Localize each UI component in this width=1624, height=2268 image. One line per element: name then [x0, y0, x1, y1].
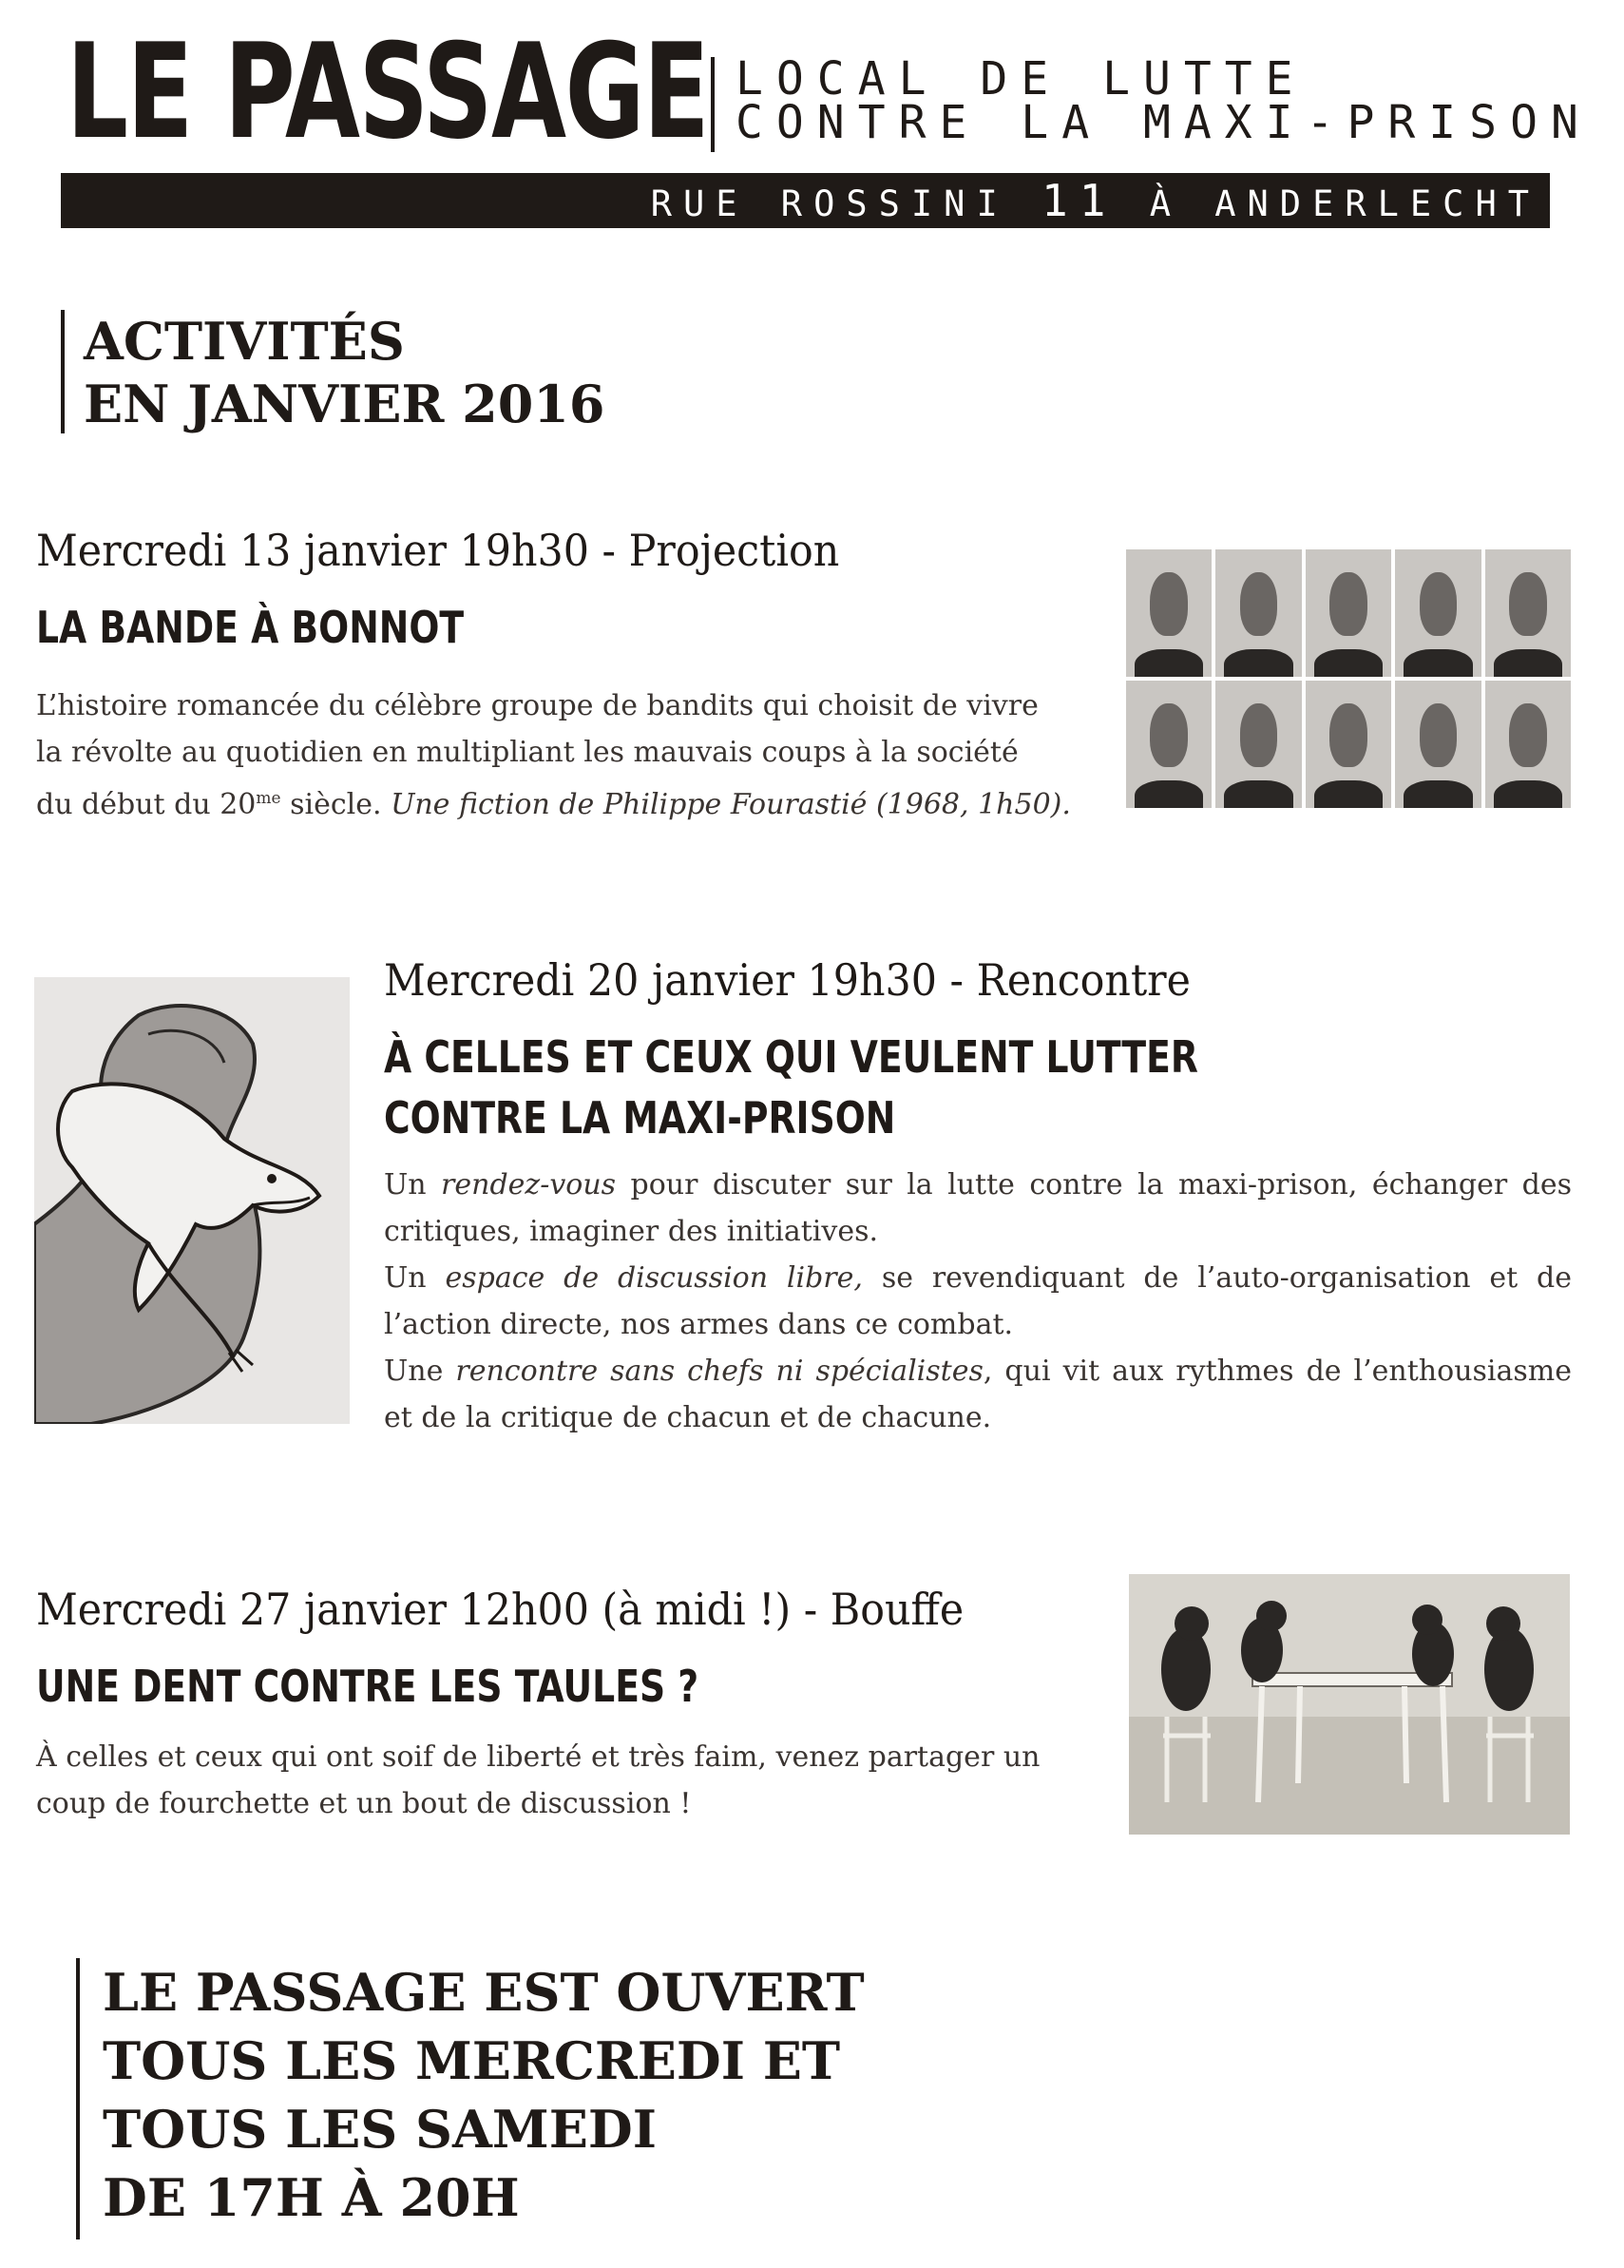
- mugshot: [1126, 681, 1212, 808]
- address-bar: [61, 173, 1550, 228]
- mugshot: [1215, 549, 1301, 677]
- event-2-p3-rest: , qui vit aux rythmes de l’enthousiasme et de la critique de chacun et de chacune.: [384, 1355, 1572, 1434]
- mugshot: [1395, 681, 1481, 808]
- mugshot: [1485, 549, 1571, 677]
- event-3-date: Mercredi 27 janvier 12h00 (à midi !) - Bouffe: [36, 1584, 965, 1635]
- opening-line-3: TOUS LES SAMEDI: [103, 2099, 657, 2160]
- activities-heading-line-1: ACTIVITÉS: [84, 311, 405, 372]
- address-number: 11: [1041, 175, 1118, 226]
- chimps-table-photo: [1129, 1574, 1570, 1835]
- opening-line-2: TOUS LES MERCREDI ET: [103, 2030, 841, 2091]
- event-1-line-2: la révolte au quotidien en multipliant les mauvais coups à la société: [36, 736, 1019, 769]
- tagline: [711, 52, 1592, 152]
- event-2-p1-emphasis: rendez-vous: [441, 1168, 617, 1201]
- event-1-title: LA BANDE À BONNOT: [36, 602, 465, 653]
- address-street: RUE ROSSINI: [650, 183, 1009, 224]
- event-2-paragraph-3: [384, 1348, 1572, 1441]
- event-2-paragraph-1: [384, 1162, 1572, 1255]
- event-2-p2-rest: se revendiquant de l’auto-organisation et de l’action directe, nos armes dans ce combat.: [384, 1261, 1573, 1341]
- mugshot: [1306, 549, 1391, 677]
- address-city: À ANDERLECHT: [1149, 183, 1540, 224]
- event-1-line-1: L’histoire romancée du célèbre groupe de bandits qui choisit de vivre: [36, 689, 1039, 722]
- opening-line-1: LE PASSAGE EST OUVERT: [103, 1962, 865, 2023]
- tagline-line-1: LOCAL DE LUTTE: [736, 52, 1307, 106]
- wolf-illustration: [34, 977, 350, 1424]
- mugshot: [1485, 681, 1571, 808]
- event-3-description: [36, 1734, 1129, 1827]
- event-3-title: UNE DENT CONTRE LES TAULES ?: [36, 1661, 699, 1712]
- event-1-line-3-text: du début du 20: [36, 788, 257, 821]
- event-2-title-line-2: CONTRE LA MAXI-PRISON: [384, 1092, 896, 1144]
- tagline-line-2: CONTRE LA MAXI-PRISON: [736, 96, 1592, 149]
- event-2-p2-text: Un: [384, 1261, 427, 1295]
- mugshots-photo: [1126, 549, 1571, 808]
- opening-hours: [76, 1958, 865, 2239]
- event-2-paragraph-2: [384, 1255, 1572, 1348]
- logo-title: LE PASSAGE: [67, 15, 709, 168]
- event-3-line-1: À celles et ceux qui ont soif de liberté et très faim, venez partager un: [36, 1740, 1041, 1774]
- mugshot: [1306, 681, 1391, 808]
- event-1-superscript: me: [256, 789, 281, 808]
- event-1-date: Mercredi 13 janvier 19h30 - Projection: [36, 525, 840, 576]
- event-2-description: [384, 1162, 1572, 1441]
- event-2-p2-emphasis: espace de discussion libre,: [445, 1261, 863, 1295]
- activities-heading: [61, 310, 604, 433]
- event-2-p3-emphasis: rencontre sans chefs ni spécialistes: [455, 1355, 984, 1388]
- mugshot: [1395, 549, 1481, 677]
- event-2-p1-rest: pour discuter sur la lutte contre la maxi-prison, échanger des critiques, imaginer des initiatives.: [384, 1168, 1572, 1248]
- event-3-line-2: coup de fourchette et un bout de discussion !: [36, 1787, 692, 1820]
- event-2-date: Mercredi 20 janvier 19h30 - Rencontre: [384, 954, 1191, 1006]
- mugshot: [1126, 549, 1212, 677]
- activities-heading-line-2: EN JANVIER 2016: [84, 374, 605, 434]
- event-2-p1-text: Un: [384, 1168, 427, 1201]
- event-2-p3-text: Une: [384, 1355, 444, 1388]
- mugshot: [1215, 681, 1301, 808]
- event-1-line-3-text-b: siècle.: [280, 788, 382, 821]
- opening-line-4: DE 17H À 20H: [103, 2167, 520, 2228]
- event-1-description: [36, 682, 1129, 828]
- event-1-credit: Une fiction de Philippe Fourastié (1968, 1h50).: [391, 788, 1071, 821]
- event-2-title: [384, 1027, 1198, 1148]
- event-1-line-3: [36, 776, 1129, 828]
- event-2-title-line-1: À CELLES ET CEUX QUI VEULENT LUTTER: [384, 1031, 1198, 1083]
